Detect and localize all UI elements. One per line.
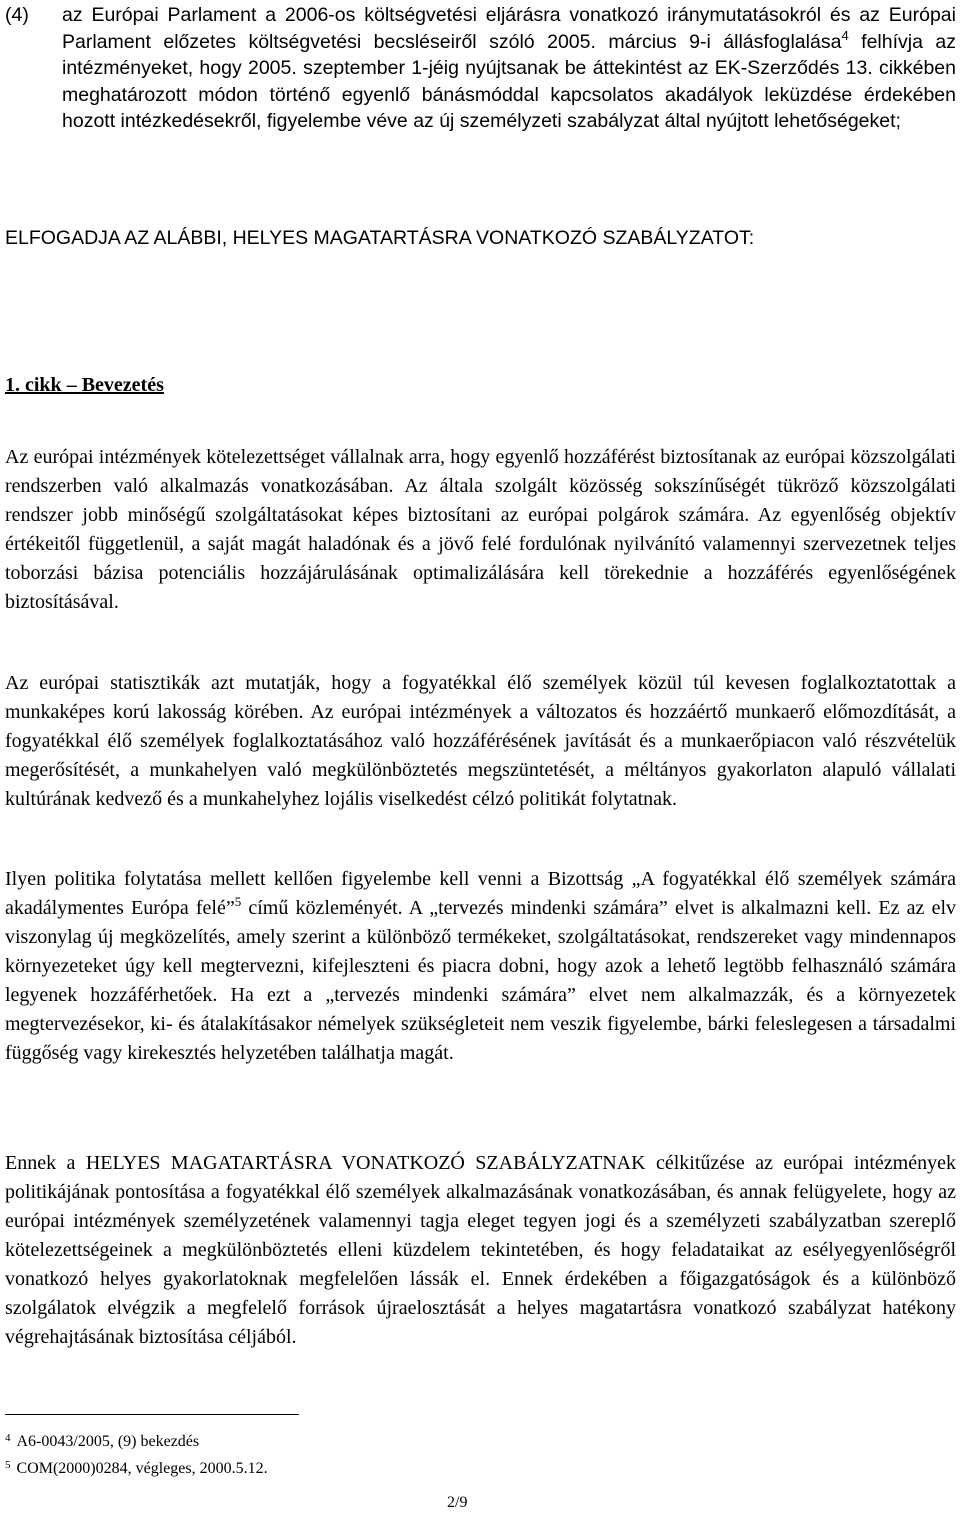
paragraph-2: Az európai statisztikák azt mutatják, hogy a fogyatékkal élő személyek közül túl kevesen foglalkoztatottak a munkaképes korú lakosság körében. Az európai intézmények a változatos és hozzáértő munkaerő előmozdítását, a fogyatékkal élő személyek foglalkoztatásához való hozzáférésének javítását és a munkaerőpiacon való részvételük megerősítését, a munkahelyen való megkülönböztetés megszüntetését, a méltányos gyakorlaton alapuló vállalati kultúrának kedvező és a munkahelyhez lojális viselkedést célzó politikát folytatnak. — [5, 672, 956, 810]
paragraph-3-part2: című közleményét. A „tervezés mindenki számára” elvet is alkalmazni kell. Ez az elv viszonylag új megközelítés, amely szerint a különböző termékeket, szolgáltatásokat, rendszereket vagy mindennapos környezeteket úgy kell megtervezni, kifejleszteni és piacra dobni, hogy azok a lehető legtöbb felhasználó számára legyenek hozzáférhetőek. Ha ezt a „tervezés mindenki számára” elvet nem alkalmazzák, és a környezetek megtervezésekor, ki- és átalakításakor némelyek szükségleteit nem veszik figyelembe, bárki feleslegesen a társadalmi függőség vagy kirekesztés helyzetében találhatja magát. — [5, 897, 956, 1064]
footnote-text: A6-0043/2005, (9) bekezdés — [16, 1433, 200, 1450]
article-title: Bevezetés — [81, 374, 164, 396]
footnote-mark: 4 — [5, 1432, 11, 1444]
recital-text — [62, 2, 956, 135]
recital-number: (4) — [5, 4, 29, 26]
footnote-ref-5[interactable]: 5 — [234, 894, 242, 909]
recital-4 — [5, 2, 956, 135]
page-number: 2/9 — [447, 1494, 468, 1511]
footnote-5 — [5, 1455, 268, 1479]
article-heading — [5, 374, 164, 397]
paragraph-3 — [5, 865, 956, 1068]
footnote-mark: 5 — [5, 1459, 11, 1471]
paragraph-4: Ennek a HELYES MAGATARTÁSRA VONATKOZÓ SZABÁLYZATNAK célkitűzése az európai intézmények politikájának pontosítása a fogyatékkal élő személyek alkalmazásának vonatkozásában, és annak felügyelete, hogy az európai intézmények személyzetének valamennyi tagja eleget tegyen jogi és a személyzeti szabályzatban szereplő kötelezettségeinek a megkülönböztetés elleni küzdelem tekintetében, és hogy feladataikat az esélyegyenlőségről vonatkozó helyes gyakorlatoknak megfelelően lássák el. Ennek érdekében a főigazgatóságok és a különböző szolgálatok elvégzik a megfelelő források újraelosztását a helyes magatartásra vonatkozó szabályzat hatékony végrehajtásának biztosítása céljából. — [5, 1152, 956, 1348]
footnote-4 — [5, 1428, 199, 1452]
recital-text-part1: az Európai Parlament a 2006-os költségvetési eljárásra vonatkozó iránymutatásokról és az Európai Parlament előzetes költségvetési becsléseiről szóló 2005. március 9-i állásfoglalása — [62, 4, 956, 53]
paragraph-1: Az európai intézmények kötelezettséget vállalnak arra, hogy egyenlő hozzáférést biztosítanak az európai közszolgálati rendszerben való alkalmazás vonatkozásában. Az általa szolgált közösség sokszínűségét tükröző közszolgálati rendszer jobb minőségű szolgáltatásokat képes biztosítani az európai polgárok számára. Az egyenlőség objektív értékeitől függetlenül, a saját magát haladónak és a jövő felé fordulónak nyilvánító valamennyi szervezetnek teljes toborzási bázisa potenciális hozzájárulásának optimalizálására kell törekednie a hozzáférés egyenlőségének biztosításával. — [5, 446, 956, 613]
article-dash: – — [61, 374, 82, 396]
paragraph-3-part1: Ilyen politika folytatása mellett kellően figyelembe kell venni a Bizottság „A fogyatékkal élő személyek számára akadálymentes Európa felé” — [5, 868, 956, 919]
adoption-statement: ELFOGADJA AZ ALÁBBI, HELYES MAGATARTÁSRA VONATKOZÓ SZABÁLYZATOT: — [5, 227, 755, 249]
footnote-divider — [5, 1414, 299, 1415]
article-number: 1. cikk — [5, 374, 62, 396]
footnote-text: COM(2000)0284, végleges, 2000.5.12. — [16, 1460, 268, 1477]
footnote-ref-4[interactable]: 4 — [841, 27, 849, 43]
recital-text-part2: felhívja az intézményeket, hogy 2005. szeptember 1-jéig nyújtsanak be áttekintést az EK-Szerződés 13. cikkében meghatározott módon történő egyenlő bánásmóddal kapcsolatos akadályok leküzdése érdekében hozott intézkedésekről, figyelembe véve az új személyzeti szabályzat által nyújtott lehetőségeket; — [62, 30, 957, 132]
